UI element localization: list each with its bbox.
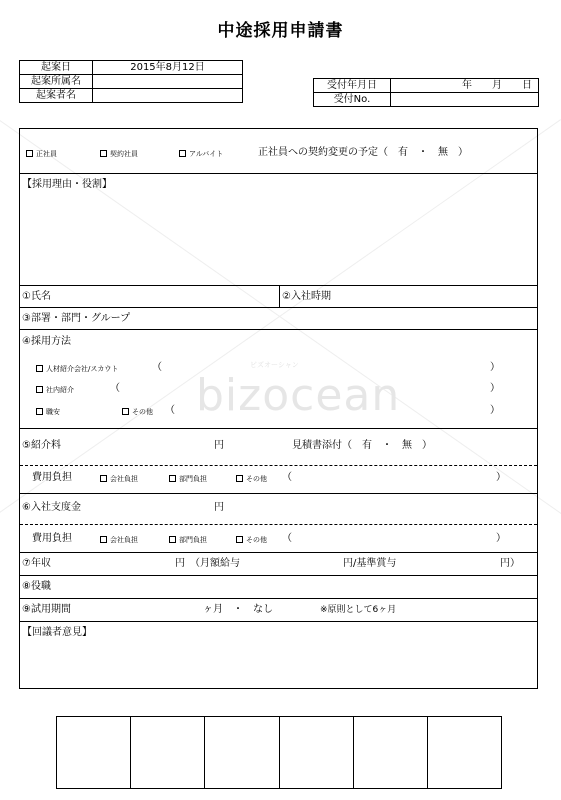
checkbox-icon xyxy=(169,475,176,482)
close-paren: ） xyxy=(490,383,500,394)
open-paren: （ xyxy=(282,533,292,544)
checkbox-method-other[interactable]: その他 xyxy=(122,407,153,417)
checkbox-hello-work[interactable]: 職安 xyxy=(36,407,60,417)
checkbox-other-pay[interactable]: その他 xyxy=(236,474,267,484)
stamp-box[interactable] xyxy=(57,717,131,788)
salary-end: 円） xyxy=(500,558,520,569)
checkbox-icon xyxy=(36,408,43,415)
approval-stamp-boxes xyxy=(56,716,502,789)
department-label: ③部署・部門・グループ xyxy=(22,313,131,324)
reception-date-label: 受付年月日 xyxy=(314,79,391,93)
stamp-box[interactable] xyxy=(354,717,428,788)
support-label: ⑥入社支度金 xyxy=(22,502,81,513)
checkbox-icon xyxy=(26,150,33,157)
close-paren: ） xyxy=(496,533,506,544)
checkbox-dept-pay[interactable]: 部門負担 xyxy=(169,535,207,545)
checkbox-icon xyxy=(100,150,107,157)
open-paren: （ xyxy=(282,472,292,483)
checkbox-icon xyxy=(36,386,43,393)
reception-no-value[interactable] xyxy=(391,93,539,107)
fee-yen: 円 xyxy=(214,440,224,451)
page-title: 中途採用申請書 xyxy=(217,21,344,41)
reception-date-value[interactable]: 年 月 日 xyxy=(391,79,539,93)
bonus-label: 円/基準賞与 xyxy=(343,558,397,569)
checkbox-other-pay[interactable]: その他 xyxy=(236,535,267,545)
checkbox-icon xyxy=(236,475,243,482)
reviewer-label: 【回議者意見】 xyxy=(22,627,92,638)
method-label: ④採用方法 xyxy=(22,336,71,347)
checkbox-icon xyxy=(179,150,186,157)
watermark-subtext: ビズオーシャン xyxy=(250,361,299,369)
stamp-box[interactable] xyxy=(280,717,354,788)
monthly-salary-label: 円 （月額給与 xyxy=(175,558,240,569)
open-paren: （ xyxy=(110,383,120,394)
stamp-box[interactable] xyxy=(428,717,501,788)
draft-dept-value[interactable] xyxy=(93,75,243,89)
checkbox-company-pay[interactable]: 会社負担 xyxy=(100,535,138,545)
watermark-logo: bizocean xyxy=(196,370,401,421)
name-label: ①氏名 xyxy=(22,291,51,302)
reason-label: 【採用理由・役割】 xyxy=(22,179,112,190)
open-paren: （ xyxy=(165,405,175,416)
checkbox-icon xyxy=(100,536,107,543)
stamp-box[interactable] xyxy=(131,717,205,788)
estimate-label: 見積書添付（ 有 ・ 無 ） xyxy=(292,440,432,451)
checkbox-dept-pay[interactable]: 部門負担 xyxy=(169,474,207,484)
checkbox-agency[interactable]: 人材紹介会社/スカウト xyxy=(36,364,118,374)
checkbox-referral[interactable]: 社内紹介 xyxy=(36,385,74,395)
checkbox-icon xyxy=(122,408,129,415)
draft-dept-label: 起案所属名 xyxy=(20,75,93,89)
contract-change-label: 正社員への契約変更の予定（ 有 ・ 無 ） xyxy=(258,147,468,158)
checkbox-company-pay[interactable]: 会社負担 xyxy=(100,474,138,484)
position-label: ⑧役職 xyxy=(22,581,51,592)
trial-label: ⑨試用期間 xyxy=(22,604,71,615)
close-paren: ） xyxy=(490,405,500,416)
support-yen: 円 xyxy=(214,502,224,513)
close-paren: ） xyxy=(496,472,506,483)
close-paren: ） xyxy=(490,362,500,373)
trial-value: ヶ月 ・ なし xyxy=(203,604,273,615)
checkbox-icon xyxy=(36,365,43,372)
checkbox-parttime[interactable]: アルバイト xyxy=(179,149,223,159)
draft-person-label: 起案者名 xyxy=(20,89,93,103)
stamp-box[interactable] xyxy=(205,717,279,788)
reception-table xyxy=(313,78,539,107)
join-date-label: ②入社時期 xyxy=(282,291,331,302)
cost-share-label: 費用負担 xyxy=(32,533,72,544)
checkbox-icon xyxy=(100,475,107,482)
draft-info-table xyxy=(19,60,243,103)
salary-label: ⑦年収 xyxy=(22,558,51,569)
draft-date-value[interactable]: 2015年8月12日 xyxy=(93,61,243,75)
checkbox-icon xyxy=(236,536,243,543)
draft-person-value[interactable] xyxy=(93,89,243,103)
open-paren: （ xyxy=(152,362,162,373)
trial-note: ※原則として6ヶ月 xyxy=(320,605,397,615)
draft-date-label: 起案日 xyxy=(20,61,93,75)
reception-no-label: 受付No. xyxy=(314,93,391,107)
fee-label: ⑤紹介料 xyxy=(22,440,61,451)
cost-share-label: 費用負担 xyxy=(32,472,72,483)
checkbox-regular[interactable]: 正社員 xyxy=(26,149,57,159)
checkbox-contract[interactable]: 契約社員 xyxy=(100,149,138,159)
checkbox-icon xyxy=(169,536,176,543)
